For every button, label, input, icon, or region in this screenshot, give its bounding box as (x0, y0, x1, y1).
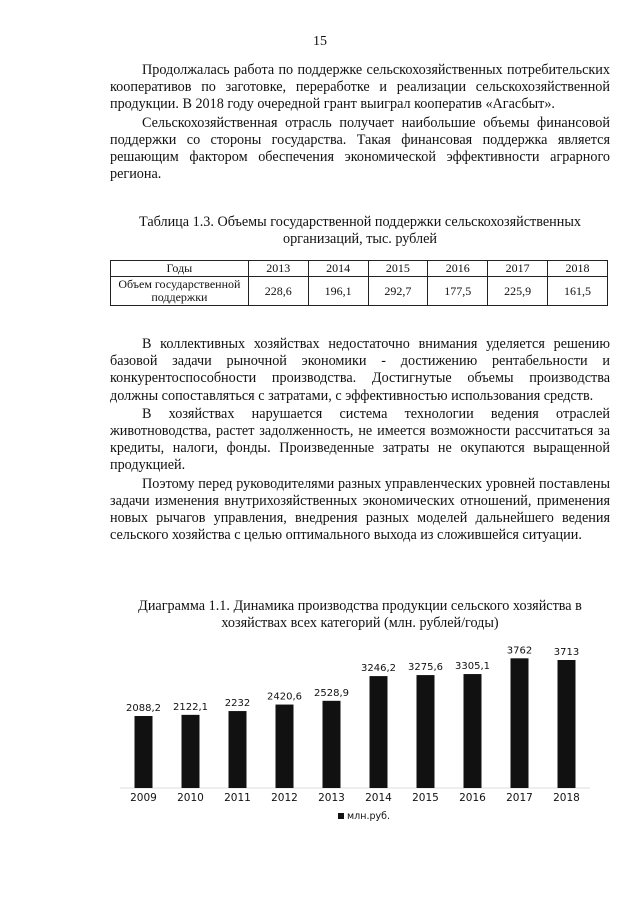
paragraph: Сельскохозяйственная отрасль получает наибольшие объемы финансовой поддержки со стороны государства. Такая финансовая поддержка является решающим фактором обеспечения экономической эффективности аграрного региона. (110, 114, 610, 183)
bar-data-label: 2088,2 (126, 703, 161, 715)
paragraph: Продолжалась работа по поддержке сельскохозяйственных потребительских кооперативов по заготовке, переработке и реализации сельскохозяйственной продукции. В 2018 году очередной грант выиграл кооператив «Агасбыт». (110, 62, 610, 113)
table-header-label: Годы (111, 261, 249, 277)
table-cell: 292,7 (368, 277, 428, 306)
table-cell: 177,5 (428, 277, 488, 306)
table-cell: 228,6 (248, 277, 308, 306)
x-tick-label: 2013 (318, 792, 345, 804)
bar-data-label: 3762 (506, 645, 533, 657)
paragraph: В коллективных хозяйствах недостаточно внимания уделяется решению базовой задачи рыночной экономики - достижению рентабельности и конкурентоспособности производства. Достигнутые объемы производства должны сопоставляться с затратами, с эффективностью использования средств. (110, 336, 610, 404)
bar (276, 705, 294, 788)
bar (370, 676, 388, 788)
x-tick-label: 2017 (506, 792, 533, 804)
production-chart (110, 640, 610, 830)
bar (464, 674, 482, 788)
x-tick-label: 2012 (271, 792, 298, 804)
x-tick-label: 2011 (224, 792, 251, 804)
text-block-middle (110, 336, 610, 545)
bar-data-label: 3305,1 (455, 661, 490, 673)
x-tick-label: 2018 (553, 792, 580, 804)
bar (511, 658, 529, 788)
bar (182, 715, 200, 788)
bar-data-label: 2420,6 (267, 691, 302, 703)
bar-data-label: 3713 (553, 646, 580, 658)
bar (229, 711, 247, 788)
legend-swatch (338, 813, 344, 819)
support-table (110, 260, 608, 306)
bar-data-label: 2232 (224, 698, 251, 710)
bar (417, 675, 435, 788)
table-row (111, 277, 608, 306)
table-header-year: 2018 (548, 261, 608, 277)
bar (558, 660, 576, 788)
bar-data-label: 2528,9 (314, 687, 349, 699)
table-row-label: Объем государственной поддержки (111, 277, 249, 306)
legend-label: млн.руб. (347, 811, 391, 822)
page-number: 15 (313, 34, 327, 49)
bar (135, 716, 153, 788)
bar-chart-svg (110, 640, 610, 830)
table-header-row (111, 261, 608, 277)
table-caption: Таблица 1.3. Объемы государственной поддержки сельскохозяйственных организаций, тыс. рублей (139, 214, 581, 248)
text-block-top (110, 62, 610, 184)
table-cell: 225,9 (488, 277, 548, 306)
bar-data-label: 3275,6 (408, 662, 443, 674)
table-header-year: 2013 (248, 261, 308, 277)
table-header-year: 2016 (428, 261, 488, 277)
table-header-year: 2015 (368, 261, 428, 277)
paragraph: Поэтому перед руководителями разных управленческих уровней поставлены задачи изменения внутрихозяйственных экономических отношений, применения новых рычагов управления, внедрения разных моделей дальнейшего ведения сельского хозяйства с целью оптимального выхода из сложившейся ситуации. (110, 475, 610, 544)
table-header-year: 2014 (308, 261, 368, 277)
x-tick-label: 2010 (177, 792, 204, 804)
diagram-caption: Диаграмма 1.1. Динамика производства продукции сельского хозяйства в хозяйствах всех категорий (млн. рублей/годы) (138, 598, 582, 632)
table-cell: 161,5 (548, 277, 608, 306)
bar-data-label: 2122,1 (173, 701, 208, 713)
table-header-year: 2017 (488, 261, 548, 277)
x-tick-label: 2015 (412, 792, 439, 804)
x-tick-label: 2016 (459, 792, 486, 804)
x-tick-label: 2009 (130, 792, 157, 804)
paragraph: В хозяйствах нарушается система технологии ведения отраслей животноводства, растет задолженность, не имеется возможности рассчитаться за кредиты, налоги, фонды. Произведенные затраты не окупаются выращенной продукцией. (110, 405, 610, 474)
bar-data-label: 3246,2 (361, 663, 396, 675)
bar (323, 701, 341, 788)
table-cell: 196,1 (308, 277, 368, 306)
x-tick-label: 2014 (365, 792, 392, 804)
